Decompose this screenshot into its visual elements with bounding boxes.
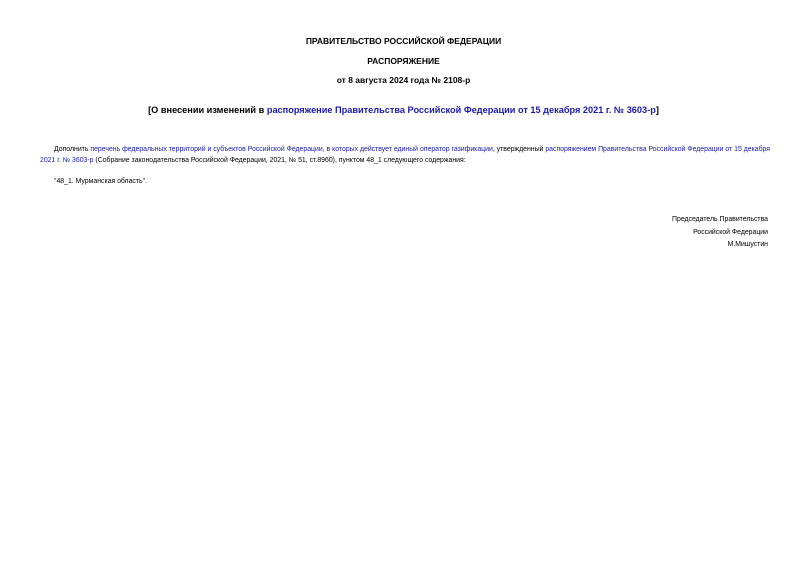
signature-name: М.Мишустин [727, 241, 768, 248]
signature-title-line1: Председатель Правительства [672, 216, 768, 223]
government-heading: ПРАВИТЕЛЬСТВО РОССИЙСКОЙ ФЕДЕРАЦИИ [305, 36, 502, 46]
document-date-number: от 8 августа 2024 года № 2108-р [336, 75, 471, 85]
document-subject [0, 104, 807, 116]
body-text-end: (Собрание законодательства Российской Федерации, 2021, № 51, ст.8960), пунктом 48_1 следующего содержания: [93, 157, 466, 164]
territories-list-link[interactable]: перечень федеральных территорий и субъектов Российской Федерации, в которых действует единый оператор газификации [90, 146, 493, 153]
amendment-quote: "48_1. Мурманская область". [54, 178, 147, 185]
body-text-mid: , утвержденный [492, 146, 546, 153]
subject-close-bracket: ] [655, 105, 659, 115]
order-reference-link[interactable]: распоряжением Правительства Российской Федерации от 15 декабря 2021 г. № 3603-р [40, 146, 771, 164]
document-kind-heading: РАСПОРЯЖЕНИЕ [367, 56, 440, 66]
signature-title-line2: Российской Федерации [693, 228, 768, 236]
subject-open-bracket: [ [148, 105, 152, 115]
signature-block [672, 214, 768, 252]
subject-amended-order-link[interactable]: распоряжение Правительства Российской Федерации от 15 декабря 2021 г. № 3603-р [266, 105, 656, 115]
body-text-start: Дополнить [54, 146, 91, 153]
body-paragraph [40, 144, 770, 166]
subject-prefix: О внесении изменений в [151, 105, 267, 115]
